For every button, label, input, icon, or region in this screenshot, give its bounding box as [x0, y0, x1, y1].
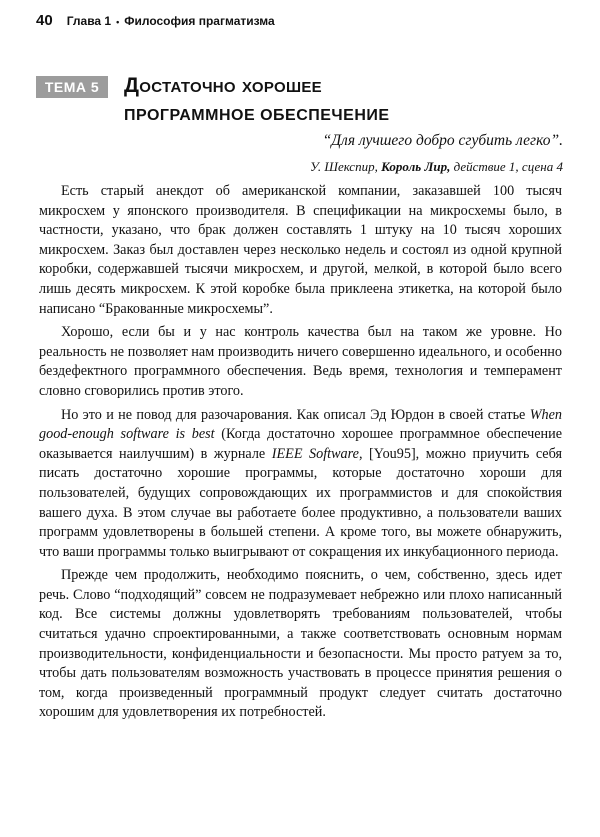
- page-number: 40: [36, 12, 53, 29]
- section-title: [124, 72, 564, 129]
- epigraph: [310, 131, 563, 176]
- section-title-line1: Достаточно хорошее: [124, 74, 322, 97]
- epigraph-work: Король Лир,: [381, 159, 451, 174]
- section-title-line2: ПРОГРАММНОЕ ОБЕСПЕЧЕНИЕ: [124, 107, 390, 124]
- paragraph: [39, 406, 562, 563]
- paragraph: Прежде чем продолжить, необходимо пояснить, о чем, собственно, здесь идет речь. Слово “подходящий” совсем не подразумевает небрежно или плохо написанный код. Все системы должны удовлетворять требованиям пользователей, чтобы считаться удачно спроектированными, а также соответствовать основным нормам производительности, конфиденциальности и безопасности. Мы просто ратуем за то, чтобы дать пользователям возможность участвовать в процессе принятия решения о том, когда произведенный программный продукт следует считать достаточно хорошим для удовлетворения их потребностей.: [39, 567, 562, 721]
- epigraph-author: У. Шекспир,: [309, 159, 378, 174]
- paragraph-text: (Когда достаточно хорошее программное обеспечение оказывается наилучшим) в журнале: [39, 426, 562, 462]
- paragraph-text: , [You95], можно приучить себя писать достаточно хорошие программы, которые достаточно хороши для пользователей, будущих сопровождающих их программистов и для спокойствия вашего духа. В этом случае вы работаете более продуктивно, а пользователи ваших программ удовлетворены в большей степени. А кроме того, вы можете обнаружить, что ваши программы только выигрывают от сокращения их инкубационного периода.: [39, 445, 562, 560]
- running-header: [36, 12, 275, 29]
- topic-badge: ТЕМА 5: [36, 76, 108, 98]
- article-title: When good-enough software is best: [39, 406, 563, 443]
- paragraph-text: Но это и не повод для разочарования. Как описал Эд Юрдон в своей статье: [61, 406, 526, 423]
- journal-title: IEEE Software: [271, 445, 359, 462]
- epigraph-quote: “Для лучшего добро сгубить легко”.: [322, 132, 563, 149]
- paragraph: Есть старый анекдот об американской компании, заказавшей 100 тысяч микросхем у японского производителя. В спецификации на микросхемы было, в частности, указано, что брак должен составлять 1 штуку на 10 тысяч хороших микросхем. Заказ был доставлен через несколько недель и состоял из одной крупной коробки, содержавшей тысячи микросхем, и другой, мелкой, в которой было всего лишь десять микросхем. К этой коробке была приклеена этикетка, на которой было написано “Бракованные микросхемы”.: [39, 183, 562, 317]
- epigraph-attribution: [310, 158, 563, 176]
- paragraph: Хорошо, если бы и у нас контроль качества был на таком же уровне. Но реальность не позволяет нам производить ничего совершенно идеального, и особенно бездефектного программного обеспечения. Ведь время, технология и темперамент словно сговорились против этого.: [39, 324, 562, 399]
- chapter-title: Философия прагматизма: [124, 14, 275, 28]
- body-text: [39, 182, 562, 727]
- epigraph-location: действие 1, сцена 4: [453, 159, 563, 174]
- header-separator: •: [116, 17, 120, 27]
- chapter-label: Глава 1: [66, 14, 112, 28]
